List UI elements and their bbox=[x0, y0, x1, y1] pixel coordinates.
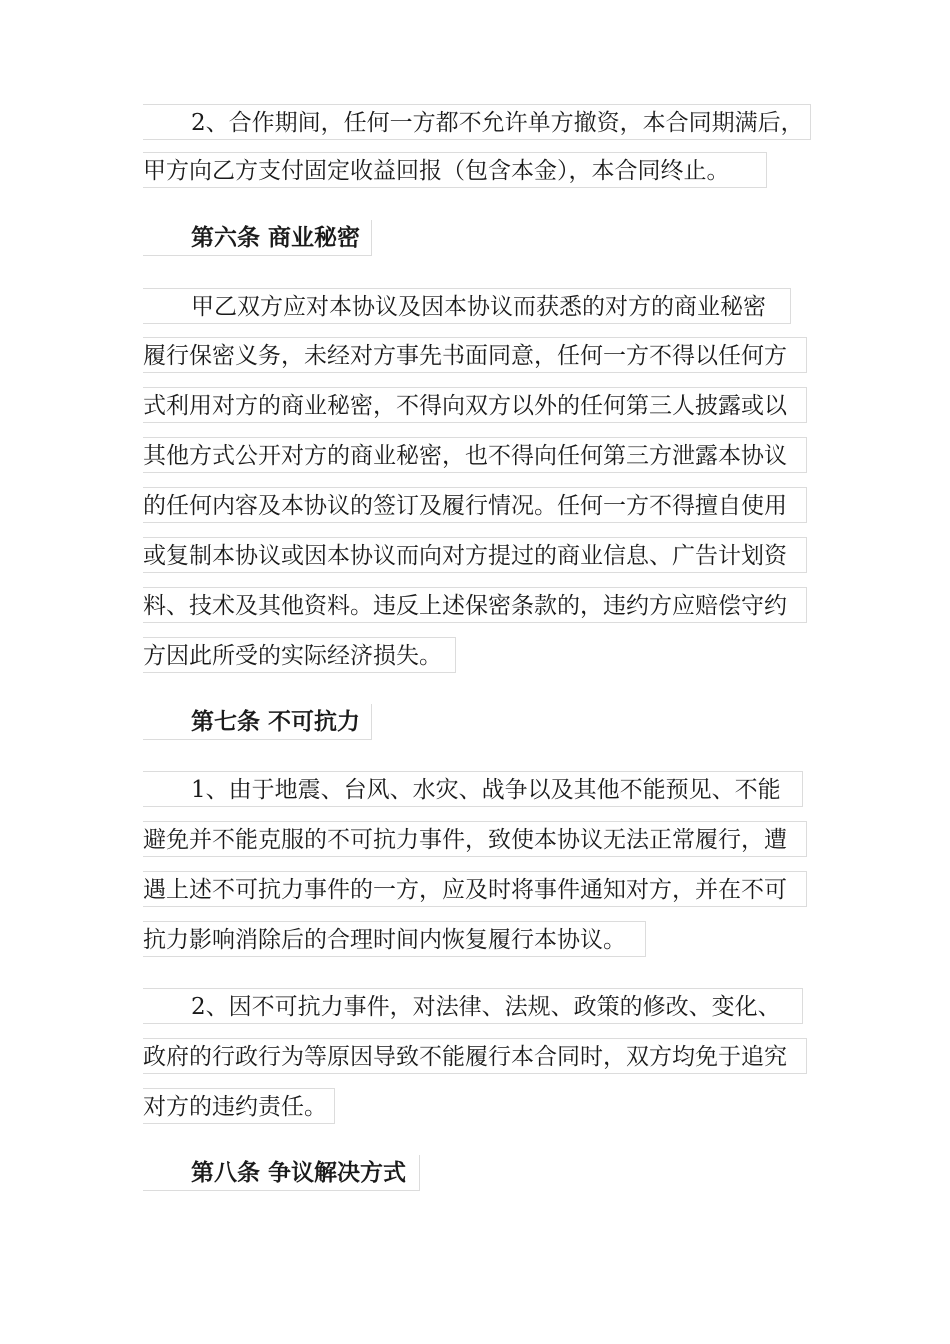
clause-6-line-8: 方因此所受的实际经济损失。 bbox=[143, 637, 456, 673]
clause-7-heading: 第七条 不可抗力 bbox=[143, 704, 372, 740]
clause-5-item-2-line-1: 2、合作期间，任何一方都不允许单方撤资，本合同期满后， bbox=[143, 104, 811, 140]
clause-7-item-2-line-1: 2、因不可抗力事件，对法律、法规、政策的修改、变化、 bbox=[143, 988, 803, 1024]
clause-7-item-1-line-1: 1、由于地震、台风、水灾、战争以及其他不能预见、不能 bbox=[143, 771, 803, 807]
clause-5-item-2-line-2: 甲方向乙方支付固定收益回报（包含本金），本合同终止。 bbox=[143, 152, 767, 188]
clause-6-line-5: 的任何内容及本协议的签订及履行情况。任何一方不得擅自使用 bbox=[143, 487, 807, 523]
clause-7-item-1-line-2: 避免并不能克服的不可抗力事件，致使本协议无法正常履行，遭 bbox=[143, 821, 807, 857]
clause-6-line-3: 式利用对方的商业秘密，不得向双方以外的任何第三人披露或以 bbox=[143, 387, 807, 423]
clause-7-item-1-line-3: 遇上述不可抗力事件的一方，应及时将事件通知对方，并在不可 bbox=[143, 871, 807, 907]
clause-6-line-6: 或复制本协议或因本协议而向对方提过的商业信息、广告计划资 bbox=[143, 537, 807, 573]
clause-6-line-1: 甲乙双方应对本协议及因本协议而获悉的对方的商业秘密 bbox=[143, 288, 791, 324]
clause-7-item-2-line-3: 对方的违约责任。 bbox=[143, 1088, 335, 1124]
clause-6-line-4: 其他方式公开对方的商业秘密，也不得向任何第三方泄露本协议 bbox=[143, 437, 807, 473]
clause-8-heading: 第八条 争议解决方式 bbox=[143, 1155, 420, 1191]
clause-6-line-2: 履行保密义务，未经对方事先书面同意，任何一方不得以任何方 bbox=[143, 337, 807, 373]
clause-6-heading: 第六条 商业秘密 bbox=[143, 220, 372, 256]
clause-6-line-7: 料、技术及其他资料。违反上述保密条款的，违约方应赔偿守约 bbox=[143, 587, 807, 623]
clause-7-item-1-line-4: 抗力影响消除后的合理时间内恢复履行本协议。 bbox=[143, 921, 646, 957]
clause-7-item-2-line-2: 政府的行政行为等原因导致不能履行本合同时，双方均免于追究 bbox=[143, 1038, 807, 1074]
